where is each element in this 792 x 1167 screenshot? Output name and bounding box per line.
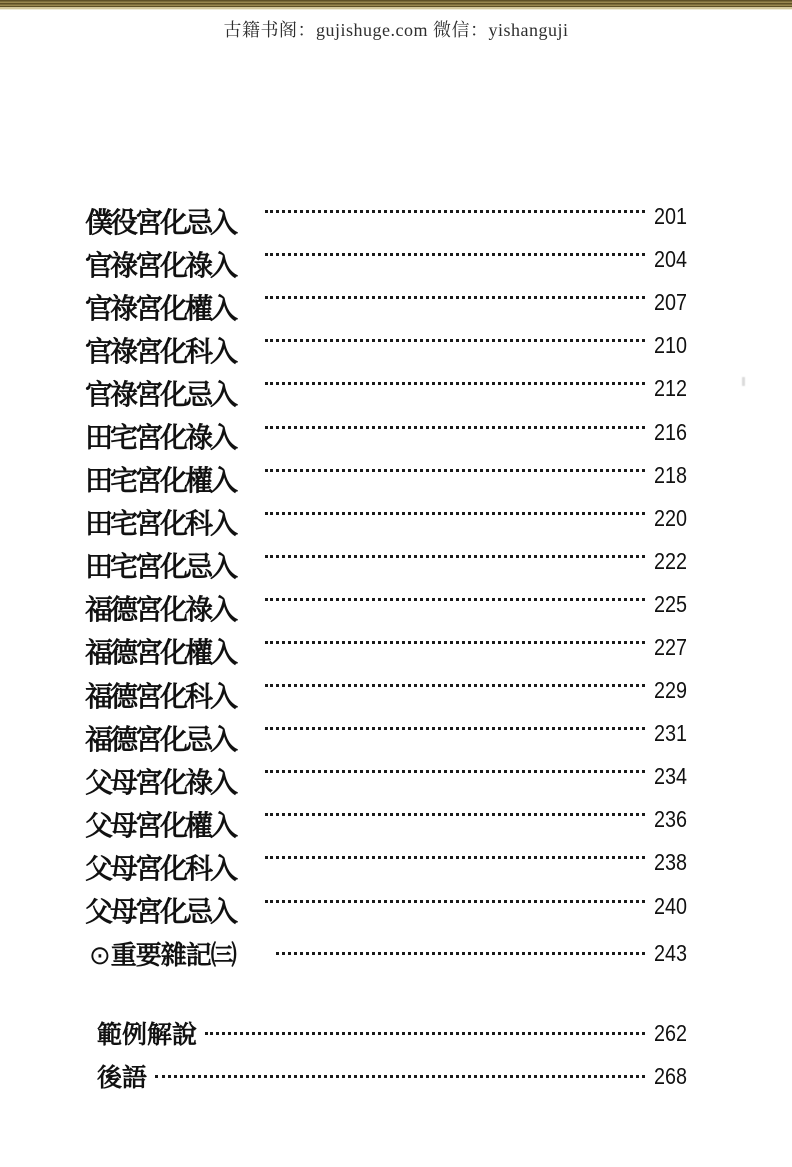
toc-row: [85, 458, 687, 501]
dot-leader: [265, 684, 645, 687]
toc-row: [85, 544, 687, 587]
dot-leader: [265, 253, 645, 256]
toc-row: [85, 845, 687, 888]
toc-row: [85, 587, 687, 630]
dot-leader: [265, 339, 645, 342]
toc-list: [85, 199, 687, 1098]
toc-entry-page: 243: [653, 939, 687, 966]
toc-entry-page: 240: [653, 892, 687, 919]
toc-row: [85, 285, 687, 328]
toc-entry-title: 父母宮化權入: [85, 809, 236, 841]
dot-leader: [265, 296, 645, 299]
toc-row: [85, 199, 687, 242]
dot-leader: [276, 952, 645, 955]
toc-entry-page: 207: [653, 289, 687, 316]
toc-entry-page: 212: [653, 375, 687, 402]
dot-leader: [265, 641, 645, 644]
toc-entry-title: 父母宮化科入: [85, 852, 236, 884]
toc-entry-page: 204: [653, 246, 687, 273]
toc-entry-title: 官祿宮化科入: [85, 335, 236, 367]
toc-entry-page: 268: [653, 1062, 687, 1089]
toc-entry-title: 福德宮化權入: [85, 637, 236, 669]
toc-entry-page: 231: [653, 720, 687, 747]
dot-leader: [205, 1032, 645, 1035]
toc-entry-page: 222: [653, 547, 687, 574]
toc-entry-page: 227: [653, 633, 687, 660]
dot-leader: [265, 469, 645, 472]
bullseye-icon: ⊙: [89, 940, 110, 970]
toc-entry-title: 後語: [97, 1065, 148, 1093]
toc-row: [85, 501, 687, 544]
toc-entry-page: 236: [653, 806, 687, 833]
toc-entry-page: 216: [653, 418, 687, 445]
dot-leader: [265, 813, 645, 816]
toc-entry-page: 218: [653, 461, 687, 488]
toc-row: [85, 802, 687, 845]
dot-leader: [265, 856, 645, 859]
toc-entry-title: ⊙重要雜記㈢: [89, 940, 236, 970]
toc-entry-title: 官祿宮化祿入: [85, 249, 236, 281]
toc-row: [85, 371, 687, 414]
dot-leader: [265, 598, 645, 601]
toc-entry-title: 僕役宮化忌入: [85, 206, 236, 238]
toc-row: [85, 673, 687, 716]
toc-entry-page: 234: [653, 763, 687, 790]
dot-leader: [265, 210, 645, 213]
dot-leader: [265, 727, 645, 730]
toc-entry-page: 201: [653, 203, 687, 230]
toc-entry-page: 210: [653, 332, 687, 359]
dot-leader: [265, 770, 645, 773]
toc-entry-title: 田宅宮化忌入: [85, 551, 236, 583]
toc-row: [85, 328, 687, 371]
toc-row: [85, 1012, 687, 1055]
toc-entry-title: 福德宮化祿入: [85, 594, 236, 626]
toc-row: [85, 1055, 687, 1098]
toc-entry-page: 262: [653, 1019, 687, 1046]
toc-entry-title: 福德宮化忌入: [85, 723, 236, 755]
decorative-top-bar: [0, 0, 792, 10]
dot-leader: [265, 555, 645, 558]
dot-leader: [265, 512, 645, 515]
dot-leader: [265, 382, 645, 385]
toc-row: [85, 716, 687, 759]
dot-leader: [155, 1075, 645, 1078]
toc-entry-title: 官祿宮化忌入: [85, 378, 236, 410]
toc-entry-title: 田宅宮化權入: [85, 465, 236, 497]
toc-entry-title: 父母宮化忌入: [85, 896, 236, 928]
watermark-header: 古籍书阁：gujishuge.com 微信：yishanguji: [223, 20, 569, 40]
toc-row: [85, 759, 687, 802]
dot-leader: [265, 426, 645, 429]
toc-entry-page: 225: [653, 590, 687, 617]
toc-entry-title: 範例解說: [97, 1022, 198, 1050]
toc-row: [85, 630, 687, 673]
toc-row: [85, 889, 687, 932]
toc-entry-title: 官祿宮化權入: [85, 292, 236, 324]
toc-entry-title: 父母宮化祿入: [85, 766, 236, 798]
toc-entry-title: 田宅宮化科入: [85, 508, 236, 540]
dot-leader: [265, 900, 645, 903]
toc-entry-title: 田宅宮化祿入: [85, 422, 236, 454]
toc-row: [85, 242, 687, 285]
toc-row: [85, 932, 687, 975]
toc-entry-title: 福德宮化科入: [85, 680, 236, 712]
toc-entry-page: 229: [653, 677, 687, 704]
scan-artifact: [742, 377, 745, 386]
toc-row: [85, 414, 687, 457]
toc-entry-page: 238: [653, 849, 687, 876]
toc-entry-page: 220: [653, 504, 687, 531]
